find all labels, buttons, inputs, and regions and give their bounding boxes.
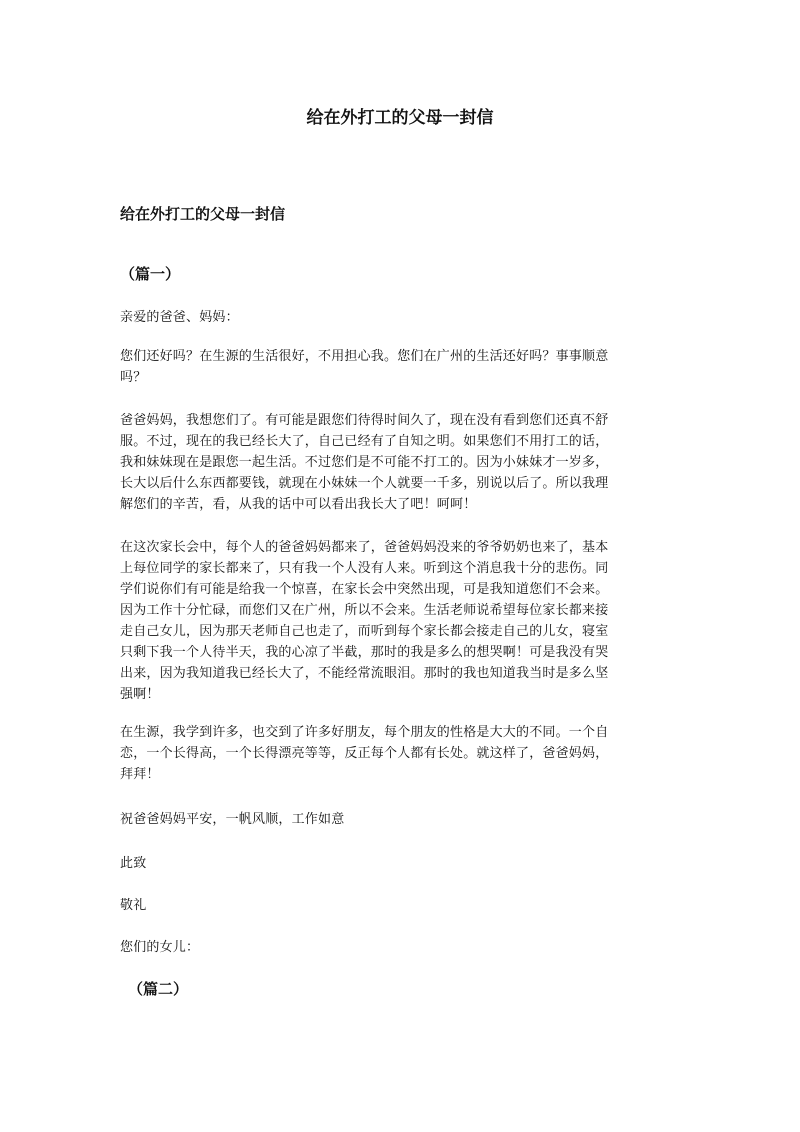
closing-wish: 祝爸爸妈妈平安，一帆风顺，工作如意 bbox=[120, 812, 345, 827]
text-line: 出来，因为我知道我已经长大了，不能经常流眼泪。那时的我也知道我当时是多么坚 bbox=[120, 666, 609, 681]
text-line: 爸爸妈妈，我想您们了。有可能是跟您们待得时间久了，现在没有看到您们还真不舒 bbox=[120, 413, 609, 428]
paragraph-1 bbox=[120, 346, 676, 388]
text-line: 解您们的辛苦，看，从我的话中可以看出我长大了吧！呵呵！ bbox=[120, 497, 477, 512]
text-line: 走自己女儿，因为那天老师自己也走了，而听到每个家长都会接走自己的儿女，寝室 bbox=[120, 624, 609, 639]
signature: 您们的女儿： bbox=[120, 940, 200, 955]
text-line: 拜拜！ bbox=[120, 767, 160, 782]
document-title: 给在外打工的父母一封信 bbox=[306, 108, 494, 128]
text-line: 强啊！ bbox=[120, 687, 160, 702]
text-line: 我和妹妹现在是跟您一起生活。不过您们是不可能不打工的。因为小妹妹才一岁多， bbox=[120, 455, 609, 470]
paragraph-2 bbox=[120, 410, 676, 515]
paragraph-3 bbox=[120, 537, 676, 705]
text-line: 学们说你们有可能是给我一个惊喜，在家长会中突然出现，可是我知道您们不会来。 bbox=[120, 582, 609, 597]
text-line: 吗？ bbox=[120, 370, 147, 385]
text-line: 您们还好吗？在生源的生活很好，不用担心我。您们在广州的生活还好吗？事事顺意 bbox=[120, 349, 609, 364]
closing-salutation-1: 此致 bbox=[120, 856, 147, 871]
text-line: 在这次家长会中，每个人的爸爸妈妈都来了，爸爸妈妈没来的爷爷奶奶也来了，基本 bbox=[120, 540, 609, 555]
text-line: 长大以后什么东西都要钱，就现在小妹妹一个人就要一千多，别说以后了。所以我理 bbox=[120, 476, 609, 491]
section-heading-1: （篇一） bbox=[120, 265, 181, 283]
text-line: 上每位同学的家长都来了，只有我一个人没有人来。听到这个消息我十分的悲伤。同 bbox=[120, 561, 609, 576]
closing-salutation-2: 敬礼 bbox=[120, 898, 147, 913]
text-line: 在生源，我学到许多，也交到了许多好朋友，每个朋友的性格是大大的不同。一个自 bbox=[120, 725, 609, 740]
section-heading-2: （篇二） bbox=[128, 980, 189, 998]
paragraph-4 bbox=[120, 722, 676, 785]
greeting: 亲爱的爸爸、妈妈： bbox=[120, 310, 239, 325]
text-line: 服。不过，现在的我已经长大了，自己已经有了自知之明。如果您们不用打工的话， bbox=[120, 434, 609, 449]
text-line: 只剩下我一个人待半天，我的心凉了半截，那时的我是多么的想哭啊！可是我没有哭 bbox=[120, 645, 609, 660]
text-line: 恋，一个长得高，一个长得漂亮等等，反正每个人都有长处。就这样了，爸爸妈妈， bbox=[120, 746, 609, 761]
letter-subtitle: 给在外打工的父母一封信 bbox=[120, 205, 286, 223]
text-line: 因为工作十分忙碌，而您们又在广州，所以不会来。生活老师说希望每位家长都来接 bbox=[120, 603, 609, 618]
